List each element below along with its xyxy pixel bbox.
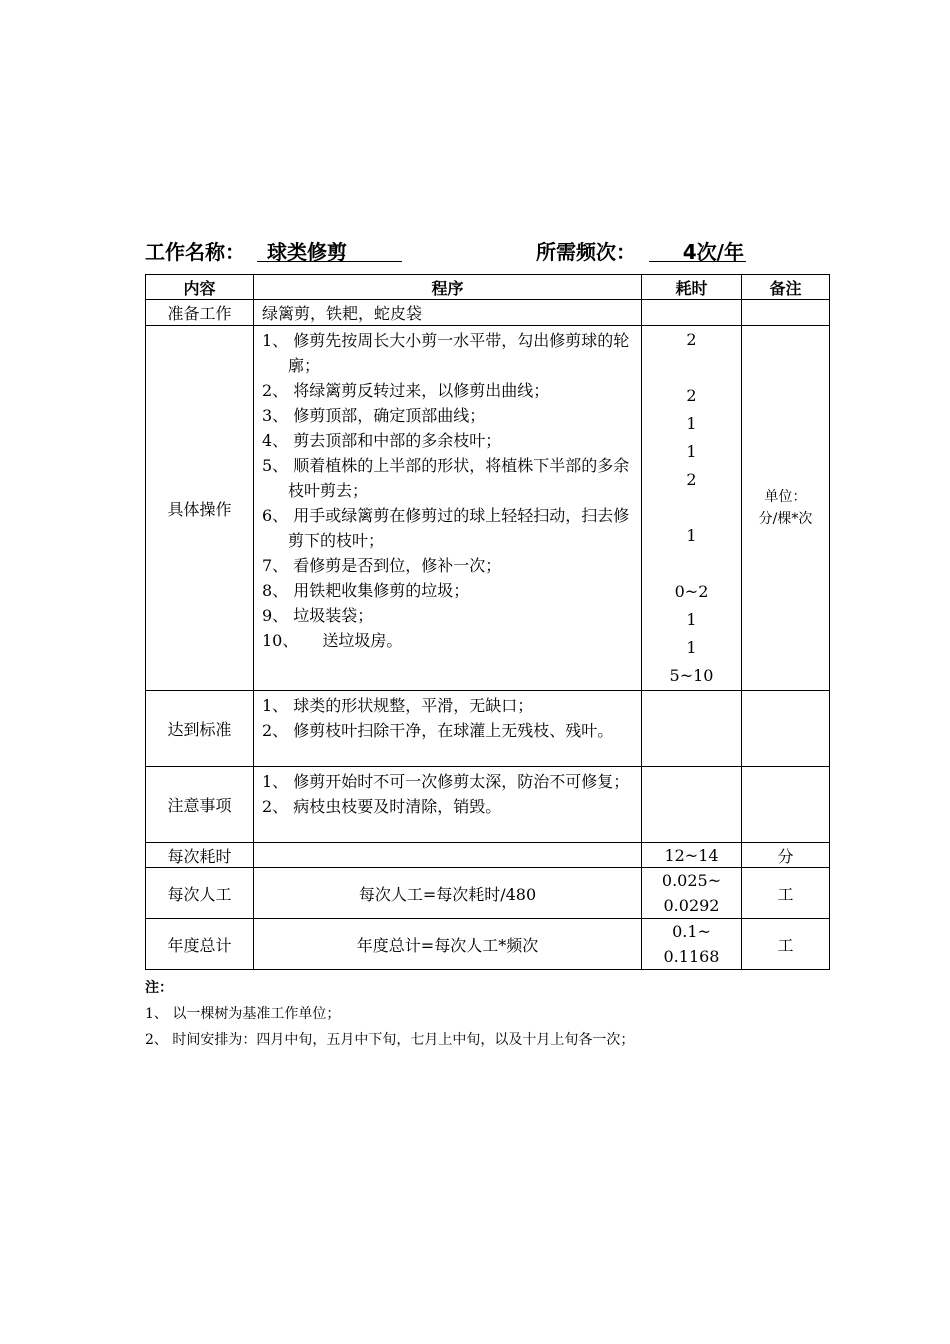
per-labor-unit: 工 xyxy=(742,868,830,919)
ops-time-value: 1 xyxy=(686,526,697,545)
annual-value xyxy=(642,919,742,970)
per-labor-label: 每次人工 xyxy=(146,868,254,919)
per-time-procedure xyxy=(254,843,642,868)
per-labor-formula: 每次人工=每次耗时/480 xyxy=(254,868,642,919)
ops-time-value: 5~10 xyxy=(669,666,714,685)
ops-time-value: 2 xyxy=(686,386,697,405)
ops-remark-line1: 单位： xyxy=(764,489,807,505)
caution-step: 1、 修剪开始时不可一次修剪太深，防治不可修复； xyxy=(262,772,630,791)
ops-time-value: 1 xyxy=(686,610,697,629)
header-time: 耗时 xyxy=(642,275,742,300)
caution-remark xyxy=(742,767,830,843)
footnotes xyxy=(145,975,835,1053)
ops-step: 1、 修剪先按周长大小剪一水平带，勾出修剪球的轮廓； xyxy=(262,331,630,375)
header-procedure: 程序 xyxy=(254,275,642,300)
frequency-label: 所需频次： xyxy=(536,240,636,264)
ops-step: 8、 用铁耙收集修剪的垃圾； xyxy=(262,581,470,600)
table-row-standard xyxy=(146,691,830,767)
annual-unit: 工 xyxy=(742,919,830,970)
table-header-row xyxy=(146,275,830,300)
prep-procedure: 绿篱剪，铁耙，蛇皮袋 xyxy=(254,300,642,326)
standard-step: 2、 修剪枝叶扫除干净，在球灌上无残枝、残叶。 xyxy=(262,721,614,740)
standard-label: 达到标准 xyxy=(146,691,254,767)
per-time-label: 每次耗时 xyxy=(146,843,254,868)
ops-remark-line2: 分/棵*次 xyxy=(758,511,813,527)
per-time-value: 12~14 xyxy=(642,843,742,868)
ops-time-value: 2 xyxy=(686,470,697,489)
ops-step: 10、 送垃圾房。 xyxy=(262,631,403,650)
work-name-label: 工作名称： xyxy=(145,240,245,264)
table-row-annual xyxy=(146,919,830,970)
ops-step: 2、 将绿篱剪反转过来，以修剪出曲线； xyxy=(262,381,550,400)
ops-time-value xyxy=(642,354,741,382)
ops-time-value: 1 xyxy=(686,414,697,433)
ops-time-value: 0~2 xyxy=(674,582,709,601)
header-remark: 备注 xyxy=(742,275,830,300)
footnotes-title: 注： xyxy=(145,980,173,996)
caution-time xyxy=(642,767,742,843)
caution-label: 注意事项 xyxy=(146,767,254,843)
caution-step: 2、 病枝虫枝要及时清除，销毁。 xyxy=(262,797,502,816)
ops-time-value: 2 xyxy=(686,330,697,349)
annual-formula: 年度总计=每次人工*频次 xyxy=(254,919,642,970)
ops-time-value xyxy=(642,494,741,522)
per-labor-value-line1: 0.025~ xyxy=(661,871,722,890)
ops-label: 具体操作 xyxy=(146,326,254,691)
table-row-caution xyxy=(146,767,830,843)
ops-step: 4、 剪去顶部和中部的多余枝叶； xyxy=(262,431,502,450)
ops-step: 7、 看修剪是否到位，修补一次； xyxy=(262,556,502,575)
frequency-value: 4次/年 xyxy=(649,236,746,262)
work-procedure-table xyxy=(145,274,830,970)
table-row-per-time xyxy=(146,843,830,868)
footnote-item: 1、 以一棵树为基准工作单位； xyxy=(145,1006,341,1022)
ops-remark xyxy=(742,326,830,691)
table-row-per-labor xyxy=(146,868,830,919)
footnote-item: 2、 时间安排为：四月中旬，五月中下旬，七月上中旬，以及十月上旬各一次； xyxy=(145,1032,635,1048)
caution-procedure xyxy=(254,767,642,843)
ops-time-value: 1 xyxy=(686,638,697,657)
ops-step: 5、 顺着植株的上半部的形状，将植株下半部的多余枝叶剪去； xyxy=(262,456,630,500)
per-time-unit: 分 xyxy=(742,843,830,868)
prep-time xyxy=(642,300,742,326)
prep-label: 准备工作 xyxy=(146,300,254,326)
per-labor-value-line2: 0.0292 xyxy=(663,896,720,915)
standard-remark xyxy=(742,691,830,767)
ops-step: 3、 修剪顶部，确定顶部曲线； xyxy=(262,406,486,425)
standard-time xyxy=(642,691,742,767)
ops-step: 9、 垃圾装袋； xyxy=(262,606,374,625)
annual-value-line1: 0.1~ xyxy=(672,922,711,941)
ops-step: 6、 用手或绿篱剪在修剪过的球上轻轻扫动，扫去修剪下的枝叶； xyxy=(262,506,630,550)
annual-label: 年度总计 xyxy=(146,919,254,970)
table-row-prep xyxy=(146,300,830,326)
ops-times xyxy=(642,326,742,691)
ops-time-value: 1 xyxy=(686,442,697,461)
table-row-operations xyxy=(146,326,830,691)
annual-value-line2: 0.1168 xyxy=(663,947,720,966)
form-header xyxy=(145,234,835,266)
ops-procedure xyxy=(254,326,642,691)
header-content: 内容 xyxy=(146,275,254,300)
ops-time-value xyxy=(642,550,741,578)
standard-procedure xyxy=(254,691,642,767)
prep-remark xyxy=(742,300,830,326)
work-name-value: 球类修剪 xyxy=(257,236,402,262)
standard-step: 1、 球类的形状规整，平滑，无缺口； xyxy=(262,696,534,715)
per-labor-value xyxy=(642,868,742,919)
